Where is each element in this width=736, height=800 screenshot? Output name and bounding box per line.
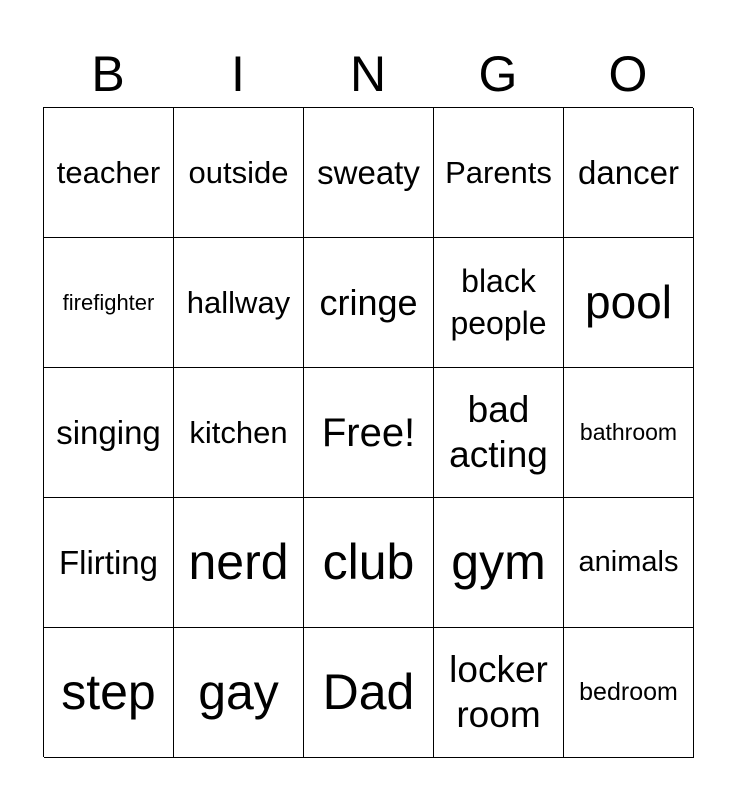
bingo-cell[interactable] <box>564 238 694 368</box>
bingo-cell[interactable] <box>174 498 304 628</box>
bingo-cell[interactable] <box>564 368 694 498</box>
cell-text: Free! <box>321 410 416 455</box>
cell-text: gym <box>451 533 546 590</box>
cell-text: Dad <box>322 663 415 720</box>
cell-text: bathroom <box>579 419 678 446</box>
header-letter-b: B <box>91 46 125 102</box>
cell-text: dancer <box>578 153 679 191</box>
bingo-cell[interactable] <box>44 498 174 628</box>
bingo-cell[interactable] <box>304 628 434 758</box>
bingo-cell[interactable] <box>304 498 434 628</box>
header-letter-o: O <box>608 46 648 102</box>
cell-text: firefighter <box>62 289 155 315</box>
cell-text: nerd <box>188 533 289 590</box>
bingo-cell[interactable] <box>564 498 694 628</box>
bingo-cell[interactable] <box>564 108 694 238</box>
cell-text: pool <box>585 276 672 329</box>
cell-text: singing <box>56 413 161 451</box>
bingo-cell[interactable] <box>174 628 304 758</box>
bingo-cell[interactable] <box>44 368 174 498</box>
bingo-cell[interactable] <box>434 498 564 628</box>
cell-text: animals <box>578 545 679 578</box>
bingo-cell[interactable] <box>564 628 694 758</box>
bingo-cell[interactable] <box>434 238 564 368</box>
bingo-cell[interactable] <box>174 108 304 238</box>
bingo-cell[interactable] <box>174 368 304 498</box>
bingo-cell[interactable] <box>44 628 174 758</box>
cell-text: black people <box>450 262 547 341</box>
cell-text: kitchen <box>189 414 288 450</box>
cell-text: outside <box>188 154 289 190</box>
bingo-cell[interactable] <box>304 368 434 498</box>
header-letter-i: I <box>231 46 245 102</box>
cell-text: cringe <box>319 281 418 323</box>
cell-text: Flirting <box>58 543 159 581</box>
cell-text: step <box>61 663 156 720</box>
cell-text: locker room <box>449 649 548 735</box>
bingo-cell[interactable] <box>304 238 434 368</box>
bingo-cell[interactable] <box>434 368 564 498</box>
cell-text: Parents <box>445 154 552 190</box>
cell-text: club <box>322 533 415 590</box>
bingo-header <box>43 40 693 108</box>
header-letter-n: N <box>349 46 387 102</box>
bingo-cell[interactable] <box>174 238 304 368</box>
bingo-cell[interactable] <box>44 108 174 238</box>
bingo-cell[interactable] <box>434 628 564 758</box>
cell-text: sweaty <box>317 153 420 191</box>
bingo-cell[interactable] <box>434 108 564 238</box>
bingo-cell[interactable] <box>44 238 174 368</box>
bingo-cell[interactable] <box>304 108 434 238</box>
cell-text: teacher <box>56 154 161 190</box>
cell-text: bad acting <box>449 389 548 475</box>
cell-text: bedroom <box>579 678 678 707</box>
cell-text: gay <box>198 663 279 720</box>
bingo-card-grid <box>43 107 693 757</box>
header-letter-g: G <box>478 46 518 102</box>
cell-text: hallway <box>186 284 291 320</box>
